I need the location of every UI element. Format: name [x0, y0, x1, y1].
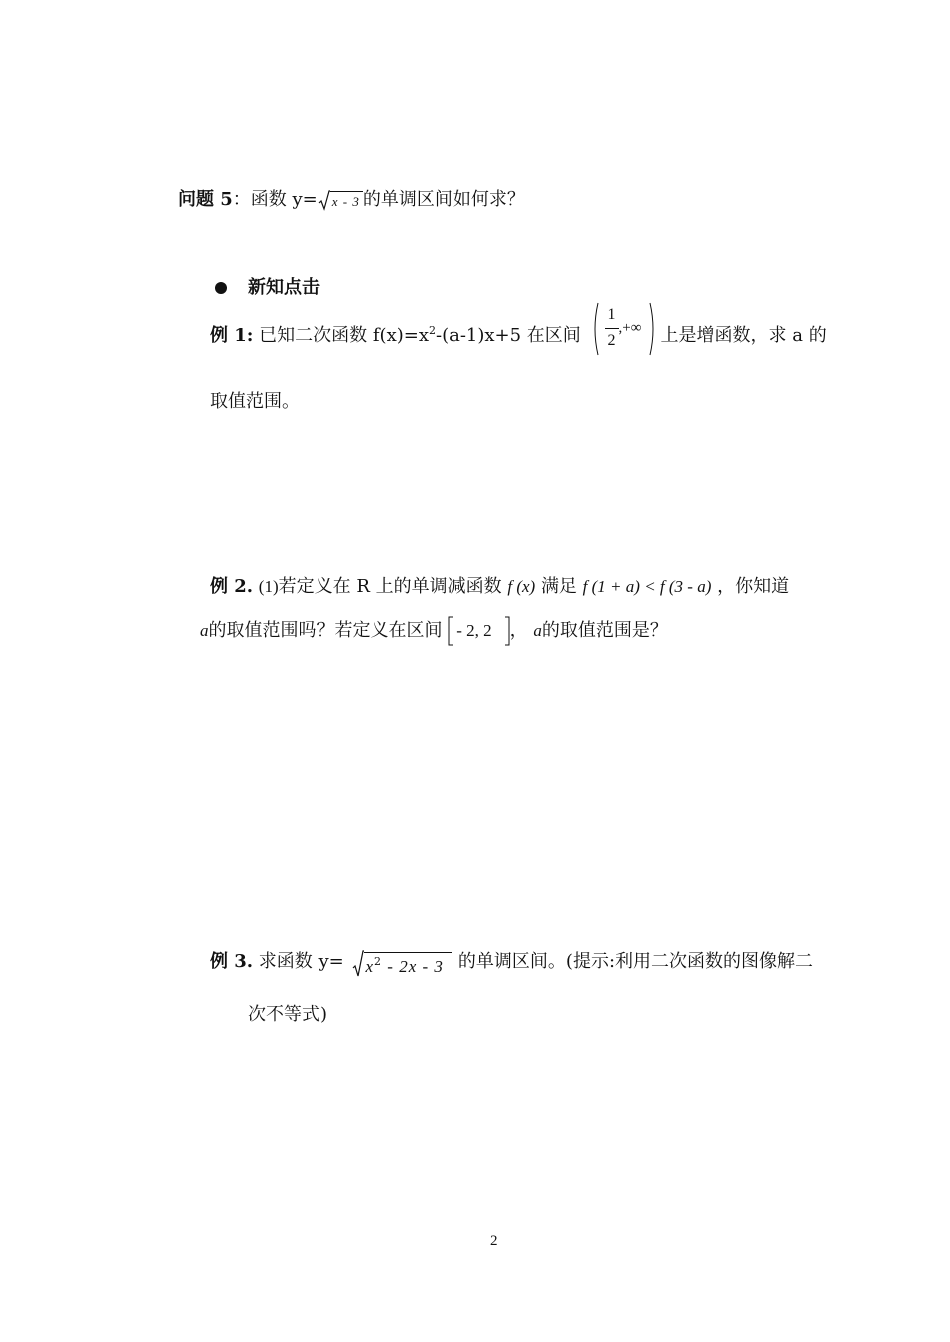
radicand-rest: - 2x - 3 — [382, 957, 444, 976]
question-5-line — [178, 187, 525, 213]
question-5-text-pre: 函数 y= — [250, 189, 318, 210]
example-2-part: (1) — [258, 577, 279, 596]
example-1-label: 例 1: — [210, 325, 254, 346]
interval-infinity: ,+∞ — [618, 320, 642, 336]
sqrt-expression — [318, 188, 363, 212]
radicand-x: x — [365, 957, 375, 976]
question-5-text-post: 的单调区间如何求？ — [362, 189, 525, 210]
example-3-line-1 — [210, 946, 813, 978]
interval-values: - 2, 2 — [456, 621, 492, 640]
left-paren-icon — [591, 302, 599, 356]
inequality-condition: f (1 + a) < f (3 - a) — [582, 577, 712, 596]
example-1-text-mid: -(a-1)x+5 在区间 — [435, 325, 581, 346]
page-number: 2 — [490, 1233, 498, 1249]
example-1-line-2: 取值范围。 — [210, 391, 300, 412]
example-3-line-2: 次不等式) — [248, 1004, 328, 1025]
right-paren-icon — [649, 302, 657, 356]
example-2-line-2-text-b: ， — [509, 620, 528, 641]
right-bracket-icon — [505, 616, 510, 646]
sqrt-quadratic-expression — [352, 948, 452, 978]
example-3-text-pre: 求函数 y= — [253, 951, 344, 972]
bullet-icon — [215, 282, 227, 294]
fraction-bar — [605, 328, 619, 329]
section-title: 新知点击 — [248, 277, 320, 298]
example-3-label: 例 3. — [210, 951, 254, 972]
radicand-exponent: 2 — [374, 955, 383, 968]
example-1-text-pre: 已知二次函数 f(x)=x — [253, 325, 429, 346]
fraction-denominator: 2 — [607, 332, 616, 349]
example-2-line-2-text-a: 的取值范围吗？若定义在区间 — [208, 620, 443, 641]
example-2-text-1: 若定义在 R 上的单调减函数 — [278, 576, 502, 597]
left-bracket-icon — [448, 616, 453, 646]
example-2-line-2-text-c: 的取值范围是？ — [541, 620, 668, 641]
variable-a: a — [200, 621, 209, 640]
radical-sign-icon — [352, 948, 364, 978]
example-2-label: 例 2. — [210, 576, 254, 597]
example-2-line-1 — [210, 574, 789, 600]
example-1-line-1 — [210, 306, 827, 370]
closed-interval — [448, 616, 509, 646]
radical-sign-icon — [318, 188, 330, 212]
fraction-numerator: 1 — [607, 306, 616, 323]
quadratic-radicand — [364, 952, 452, 979]
example-1-exponent: 2 — [428, 324, 436, 337]
example-2-text-2: 满足 — [540, 576, 577, 597]
question-5-colon: ： — [232, 189, 251, 210]
radicand: x - 3 — [330, 191, 363, 211]
example-1-text-post: 上是增函数，求 a 的 — [660, 325, 827, 346]
question-5-label: 问题 5 — [178, 189, 233, 210]
variable-a-2: a — [533, 621, 542, 640]
example-3-text-post: 的单调区间。(提示:利用二次函数的图像解二 — [457, 951, 814, 972]
function-fx: f (x) — [507, 577, 536, 596]
example-2-text-3: ，你知道 — [717, 576, 790, 597]
interval-half-to-infinity — [591, 302, 657, 356]
example-2-line-2 — [200, 616, 668, 646]
